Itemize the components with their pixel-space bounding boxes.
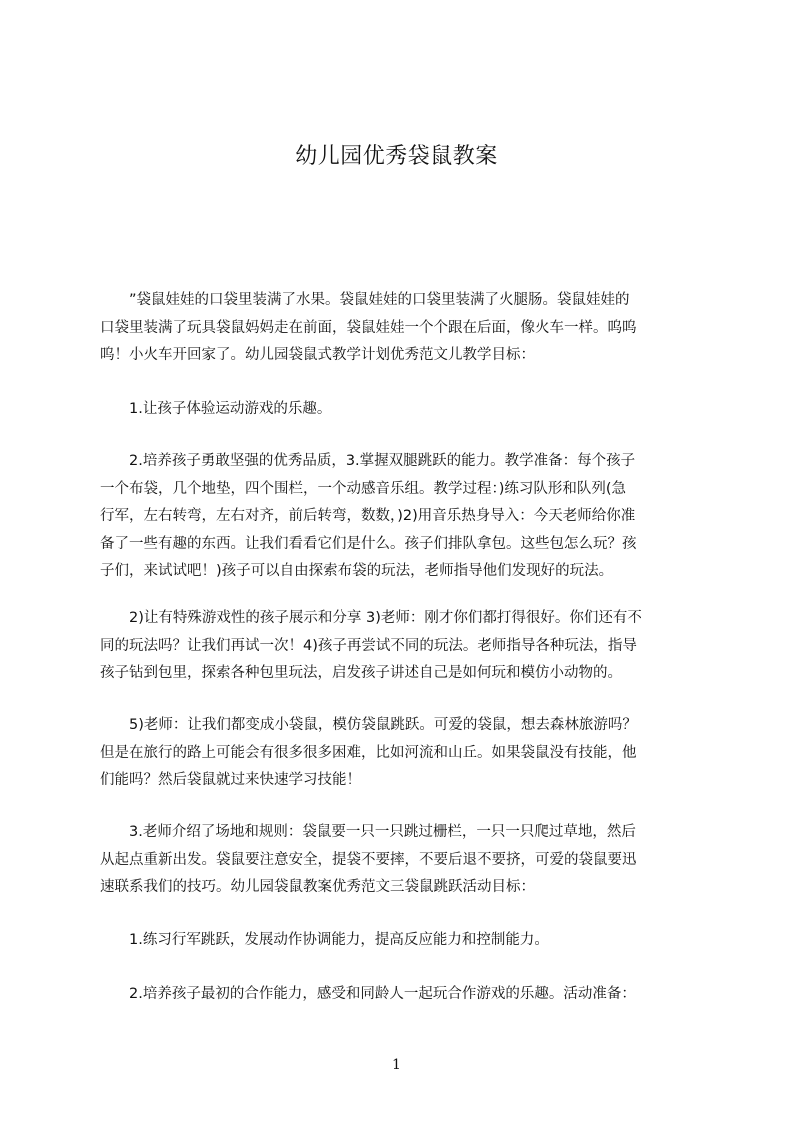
text-line: 2.培养孩子最初的合作能力，感受和同龄人一起玩合作游戏的乐趣。活动准备： [100,986,636,1002]
text-line: 从起点重新出发。袋鼠要注意安全，提袋不要摔，不要后退不要挤，可爱的袋鼠要迅 [100,851,637,868]
text-line: 速联系我们的技巧。幼儿园袋鼠教案优秀范文三袋鼠跳跃活动目标： [100,879,535,895]
paragraph-step-3 [100,819,700,902]
text-line: 子们，来试试吧！)孩子可以自由探索布袋的玩法，老师指导他们发现好的玩法。 [100,563,614,579]
text-line: 1.练习行军跳跃，发展动作协调能力，提高反应能力和控制能力。 [100,932,549,948]
paragraph-goal-2 [100,448,700,586]
paragraph-activity-goal-2 [100,981,700,1009]
text-line: 备了一些有趣的东西。让我们看看它们是什么。孩子们排队拿包。这些包怎么玩？孩 [100,535,637,552]
text-line: 孩子钻到包里，探索各种包里玩法，启发孩子讲述自己是如何玩和模仿小动物的。 [100,665,622,681]
text-line: ”袋鼠娃娃的口袋里装满了水果。袋鼠娃娃的口袋里装满了火腿肠。袋鼠娃娃的 [100,292,630,308]
text-line: 2.培养孩子勇敢坚强的优秀品质，3.掌握双腿跳跃的能力。教学准备：每个孩子 [100,453,636,469]
text-line: 1.让孩子体验运动游戏的乐趣。 [100,401,332,417]
paragraph-step-2 [100,605,700,688]
text-line: 5)老师：让我们都变成小袋鼠，模仿袋鼠跳跃。可爱的袋鼠，想去森林旅游吗？ [100,717,637,733]
paragraph-goal-1 [100,396,700,424]
text-line: 一个布袋，几个地垫，四个围栏，一个动感音乐组。教学过程：)练习队形和队列(急 [100,480,627,497]
document-title: 幼儿园优秀袋鼠教案 [295,144,498,169]
text-line: 呜！小火车开回家了。幼儿园袋鼠式教学计划优秀范文儿教学目标： [100,347,535,363]
paragraph-intro [100,287,700,370]
paragraph-step-5 [100,712,700,795]
text-line: 行军，左右转弯，左右对齐，前后转弯，数数，)2)用音乐热身导入：今天老师给你准 [100,508,636,524]
text-line: 口袋里装满了玩具袋鼠妈妈走在前面，袋鼠娃娃一个个跟在后面，像火车一样。呜呜 [100,319,637,336]
page-number: 1 [392,1057,401,1073]
text-line: 同的玩法吗？让我们再试一次！4)孩子再尝试不同的玩法。老师指导各种玩法，指导 [100,637,637,654]
paragraph-activity-goal-1 [100,927,700,955]
text-line: 3.老师介绍了场地和规则：袋鼠要一只一只跳过栅栏，一只一只爬过草地，然后 [100,824,636,840]
text-line: 2)让有特殊游戏性的孩子展示和分享 3)老师：刚才你们都打得很好。你们还有不 [100,610,642,626]
text-line: 但是在旅行的路上可能会有很多很多困难，比如河流和山丘。如果袋鼠没有技能，他 [100,744,637,761]
text-line: 们能吗？然后袋鼠就过来快速学习技能！ [100,772,361,788]
